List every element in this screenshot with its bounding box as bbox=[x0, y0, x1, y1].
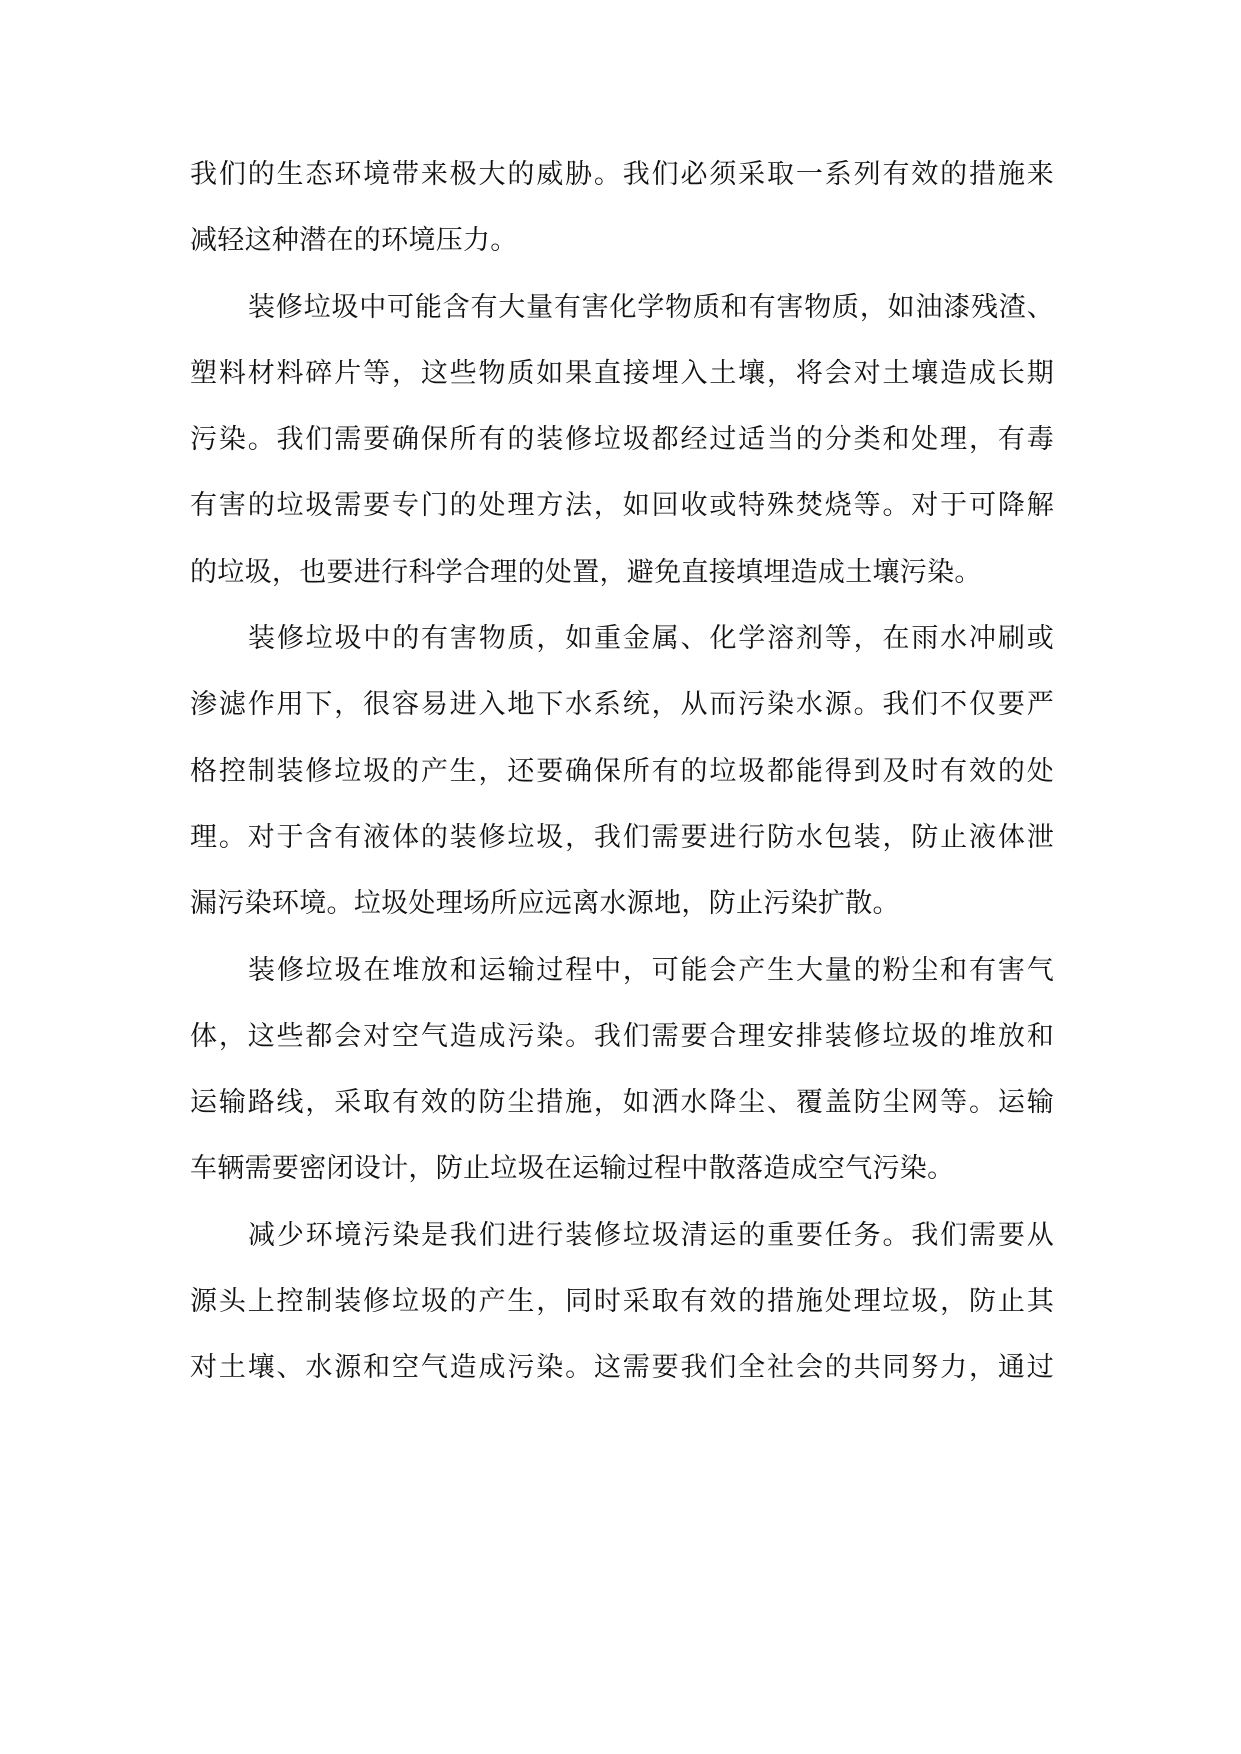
paragraph bbox=[190, 938, 1054, 1203]
text-line: 塑料材料碎片等，这些物质如果直接埋入土壤，将会对土壤造成长期 bbox=[190, 357, 1054, 389]
text-line: 渗滤作用下，很容易进入地下水系统，从而污染水源。我们不仅要严 bbox=[190, 689, 1054, 721]
text-line: 装修垃圾中的有害物质，如重金属、化学溶剂等，在雨水冲刷或 bbox=[248, 623, 1054, 655]
text-line: 减轻这种潜在的环境压力。 bbox=[190, 225, 518, 257]
text-line: 我们的生态环境带来极大的威胁。我们必须采取一系列有效的措施来 bbox=[190, 159, 1054, 190]
text-line: 装修垃圾中可能含有大量有害化学物质和有害物质，如油漆残渣、 bbox=[248, 291, 1054, 323]
text-line: 理。对于含有液体的装修垃圾，我们需要进行防水包装，防止液体泄 bbox=[190, 821, 1054, 853]
text-line: 的垃圾，也要进行科学合理的处置，避免直接填埋造成土壤污染。 bbox=[190, 556, 982, 588]
text-line: 装修垃圾在堆放和运输过程中，可能会产生大量的粉尘和有害气 bbox=[248, 954, 1054, 986]
paragraph bbox=[190, 275, 1054, 606]
paragraph bbox=[190, 1203, 1054, 1402]
text-line: 体，这些都会对空气造成污染。我们需要合理安排装修垃圾的堆放和 bbox=[190, 1020, 1054, 1052]
text-line: 运输路线，采取有效的防尘措施，如洒水降尘、覆盖防尘网等。运输 bbox=[190, 1087, 1054, 1119]
paragraph bbox=[190, 142, 1054, 275]
text-line: 漏污染环境。垃圾处理场所应远离水源地，防止污染扩散。 bbox=[190, 888, 900, 920]
text-line: 源头上控制装修垃圾的产生，同时采取有效的措施处理垃圾，防止其 bbox=[190, 1286, 1054, 1318]
text-line: 减少环境污染是我们进行装修垃圾清运的重要任务。我们需要从 bbox=[248, 1219, 1054, 1251]
text-line: 污染。我们需要确保所有的装修垃圾都经过适当的分类和处理，有毒 bbox=[190, 424, 1054, 456]
text-line: 有害的垃圾需要专门的处理方法，如回收或特殊焚烧等。对于可降解 bbox=[190, 490, 1054, 522]
text-line: 车辆需要密闭设计，防止垃圾在运输过程中散落造成空气污染。 bbox=[190, 1153, 955, 1185]
text-line: 对土壤、水源和空气造成污染。这需要我们全社会的共同努力，通过 bbox=[190, 1352, 1054, 1384]
paragraph bbox=[190, 606, 1054, 937]
document-body bbox=[190, 142, 1054, 1402]
text-line: 格控制装修垃圾的产生，还要确保所有的垃圾都能得到及时有效的处 bbox=[190, 755, 1054, 787]
